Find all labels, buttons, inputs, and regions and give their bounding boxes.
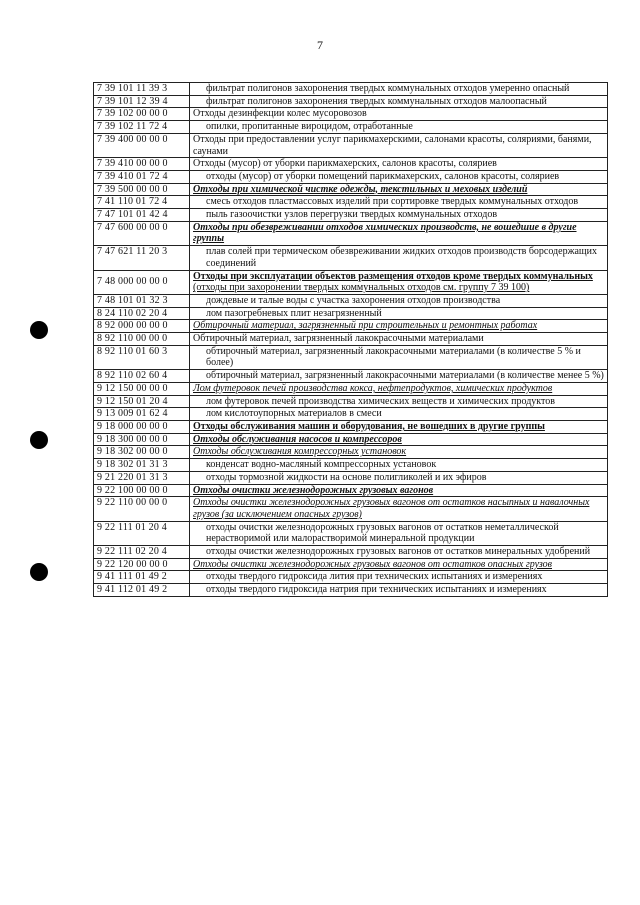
- waste-name: [190, 83, 608, 96]
- waste-name: [190, 270, 608, 294]
- waste-code: 9 13 009 01 62 4: [94, 408, 190, 421]
- waste-code: 7 39 500 00 00 0: [94, 183, 190, 196]
- waste-code: 8 92 110 01 60 3: [94, 345, 190, 369]
- waste-code: 7 48 101 01 32 3: [94, 294, 190, 307]
- waste-name-text: Отходы очистки железнодорожных грузовых вагонов от остатков опасных грузов: [193, 558, 553, 570]
- table-row: [94, 83, 608, 96]
- table-row: [94, 408, 608, 421]
- table-row: [94, 108, 608, 121]
- waste-code: 7 39 102 00 00 0: [94, 108, 190, 121]
- waste-name: [190, 370, 608, 383]
- waste-name-text: плав солей при термическом обезвреживании жидких отходов производств борсодержащих соединений: [206, 246, 597, 269]
- waste-name-text: отходы (мусор) от уборки помещений парикмахерских, салонов красоты, соляриев: [206, 170, 560, 182]
- waste-code: 9 12 150 00 00 0: [94, 382, 190, 395]
- waste-name: [190, 558, 608, 571]
- table-row: [94, 158, 608, 171]
- waste-name: [190, 433, 608, 446]
- waste-name-text: отходы тормозной жидкости на основе полигликолей и их эфиров: [206, 471, 487, 483]
- waste-code: 7 47 600 00 00 0: [94, 221, 190, 245]
- table-row: [94, 209, 608, 222]
- table-row: [94, 433, 608, 446]
- waste-name: [190, 395, 608, 408]
- table-row: [94, 221, 608, 245]
- table-row: [94, 183, 608, 196]
- waste-code: 7 47 101 01 42 4: [94, 209, 190, 222]
- table-row: [94, 95, 608, 108]
- waste-name-text: Отходы обслуживания машин и оборудования, не вошедших в другие группы: [193, 420, 545, 432]
- waste-code: 9 18 302 00 00 0: [94, 446, 190, 459]
- table-row: [94, 320, 608, 333]
- waste-name-text: Отходы обслуживания насосов и компрессоров: [193, 433, 402, 445]
- table-row: [94, 121, 608, 134]
- punch-hole: [30, 563, 48, 581]
- waste-name: [190, 333, 608, 346]
- waste-name: [190, 246, 608, 270]
- table-row: [94, 584, 608, 597]
- table-row: [94, 471, 608, 484]
- waste-name-text: лом футеровок печей производства химических веществ и химических продуктов: [206, 395, 555, 407]
- waste-name: [190, 209, 608, 222]
- waste-name-text: Отходы очистки железнодорожных грузовых вагонов от остатков насыпных и навалочных грузов (за исключением опасных грузов): [193, 497, 590, 520]
- waste-code: 8 92 000 00 00 0: [94, 320, 190, 333]
- waste-name: [190, 521, 608, 545]
- waste-name: [190, 183, 608, 196]
- table-row: [94, 497, 608, 521]
- waste-code: 9 41 111 01 49 2: [94, 571, 190, 584]
- table-row: [94, 382, 608, 395]
- waste-name: [190, 108, 608, 121]
- waste-code: 9 18 302 01 31 3: [94, 459, 190, 472]
- waste-name: [190, 497, 608, 521]
- waste-code: 7 39 410 00 00 0: [94, 158, 190, 171]
- table-body: [94, 83, 608, 597]
- waste-code: 7 39 410 01 72 4: [94, 170, 190, 183]
- waste-code: 7 39 101 11 39 3: [94, 83, 190, 96]
- table-row: [94, 196, 608, 209]
- waste-code: 8 24 110 02 20 4: [94, 307, 190, 320]
- waste-name-text: Отходы при эксплуатации объектов размещения отходов кроме твердых коммунальных: [193, 270, 593, 282]
- table-row: [94, 294, 608, 307]
- waste-name-text: пыль газоочистки узлов перегрузки твердых коммунальных отходов: [206, 209, 498, 221]
- waste-code: 9 22 111 01 20 4: [94, 521, 190, 545]
- waste-name-text: Отходы при обезвреживании отходов химических производств, не вошедшие в другие группы: [193, 221, 577, 245]
- waste-name-text: Отходы очистки железнодорожных грузовых вагонов: [193, 484, 434, 496]
- waste-name: [190, 571, 608, 584]
- waste-code: 9 22 120 00 00 0: [94, 558, 190, 571]
- page-number: 7: [317, 38, 323, 52]
- waste-name-text: Лом футеровок печей производства кокса, нефтепродуктов, химических продуктов: [193, 382, 553, 394]
- waste-name: [190, 95, 608, 108]
- waste-code: 9 18 000 00 00 0: [94, 420, 190, 433]
- waste-name: [190, 459, 608, 472]
- waste-name-text: фильтрат полигонов захоронения твердых коммунальных отходов умеренно опасный: [206, 83, 570, 94]
- waste-code: 9 22 111 02 20 4: [94, 546, 190, 559]
- punch-hole: [30, 431, 48, 449]
- waste-name-text: отходы твердого гидроксида лития при технических испытаниях и измерениях: [206, 571, 543, 583]
- waste-name: [190, 294, 608, 307]
- waste-name: [190, 471, 608, 484]
- table-row: [94, 446, 608, 459]
- waste-code: 8 92 110 00 00 0: [94, 333, 190, 346]
- waste-code: 9 21 220 01 31 3: [94, 471, 190, 484]
- waste-name: [190, 420, 608, 433]
- waste-name: [190, 170, 608, 183]
- waste-name: [190, 484, 608, 497]
- waste-name: [190, 546, 608, 559]
- table-row: [94, 246, 608, 270]
- punch-hole: [30, 321, 48, 339]
- table-row: [94, 395, 608, 408]
- waste-name: [190, 307, 608, 320]
- waste-name-text: конденсат водно-масляный компрессорных установок: [206, 459, 437, 471]
- waste-name-text: фильтрат полигонов захоронения твердых коммунальных отходов малоопасный: [206, 95, 547, 107]
- waste-name-note: (отходы при захоронении твердых коммунальных отходов см. группу 7 39 100): [193, 282, 530, 294]
- waste-name-text: Отходы обслуживания компрессорных установок: [193, 446, 407, 458]
- table-row: [94, 170, 608, 183]
- waste-name-text: смесь отходов пластмассовых изделий при сортировке твердых коммунальных отходов: [206, 196, 579, 208]
- waste-name-text: обтирочный материал, загрязненный лакокрасочными материалами (в количестве менее 5 %): [206, 370, 604, 382]
- table-row: [94, 571, 608, 584]
- waste-code: 9 18 300 00 00 0: [94, 433, 190, 446]
- waste-name-text: дождевые и талые воды с участка захоронения отходов производства: [206, 294, 501, 306]
- table-row: [94, 133, 608, 157]
- waste-code: 9 22 100 00 00 0: [94, 484, 190, 497]
- waste-name-text: Отходы (мусор) от уборки парикмахерских, салонов красоты, соляриев: [193, 158, 497, 170]
- table-row: [94, 333, 608, 346]
- table-row: [94, 521, 608, 545]
- waste-name-text: Отходы при предоставлении услуг парикмахерскими, салонами красоты, соляриями, банями, саунами: [193, 133, 592, 157]
- table-row: [94, 307, 608, 320]
- waste-code: 7 39 101 12 39 4: [94, 95, 190, 108]
- table-row: [94, 546, 608, 559]
- waste-name-text: отходы очистки железнодорожных грузовых вагонов от остатков минеральных удобрений: [206, 546, 591, 558]
- waste-name: [190, 584, 608, 597]
- waste-code: 8 92 110 02 60 4: [94, 370, 190, 383]
- waste-name-text: отходы очистки железнодорожных грузовых вагонов от остатков неметаллической нерастворимой или малорастворимой минеральной продукции: [206, 521, 559, 545]
- waste-name: [190, 382, 608, 395]
- table-row: [94, 345, 608, 369]
- waste-classification-table: [93, 82, 608, 597]
- table-row: [94, 420, 608, 433]
- waste-name-text: отходы твердого гидроксида натрия при технических испытаниях и измерениях: [206, 584, 547, 596]
- waste-name-text: лом пазогребневых плит незагрязненный: [206, 307, 382, 319]
- waste-code: 7 39 102 11 72 4: [94, 121, 190, 134]
- waste-code: 7 39 400 00 00 0: [94, 133, 190, 157]
- waste-name: [190, 320, 608, 333]
- waste-name-text: Обтирочный материал, загрязненный лакокрасочными материалами: [193, 333, 484, 345]
- waste-name-text: лом кислотоупорных материалов в смеси: [206, 408, 382, 420]
- waste-name: [190, 408, 608, 421]
- table-row: [94, 484, 608, 497]
- waste-name: [190, 133, 608, 157]
- waste-name-text: Отходы дезинфекции колес мусоровозов: [193, 108, 367, 120]
- waste-code: 9 41 112 01 49 2: [94, 584, 190, 597]
- waste-code: 7 41 110 01 72 4: [94, 196, 190, 209]
- waste-code: 9 12 150 01 20 4: [94, 395, 190, 408]
- waste-name-text: обтирочный материал, загрязненный лакокрасочными материалами (в количестве 5 % и более): [206, 345, 581, 369]
- waste-code: 7 47 621 11 20 3: [94, 246, 190, 270]
- table-row: [94, 370, 608, 383]
- table-row: [94, 270, 608, 294]
- waste-name-text: Обтирочный материал, загрязненный при строительных и ремонтных работах: [193, 320, 538, 332]
- waste-name: [190, 196, 608, 209]
- table-row: [94, 459, 608, 472]
- waste-name-text: Отходы при химической чистке одежды, текстильных и меховых изделий: [193, 183, 528, 195]
- waste-name: [190, 345, 608, 369]
- table-row: [94, 558, 608, 571]
- waste-name: [190, 221, 608, 245]
- waste-name-text: опилки, пропитанные вироцидом, отработанные: [206, 121, 413, 133]
- waste-code: 7 48 000 00 00 0: [94, 270, 190, 294]
- waste-code: 9 22 110 00 00 0: [94, 497, 190, 521]
- waste-name: [190, 446, 608, 459]
- waste-name: [190, 158, 608, 171]
- waste-name: [190, 121, 608, 134]
